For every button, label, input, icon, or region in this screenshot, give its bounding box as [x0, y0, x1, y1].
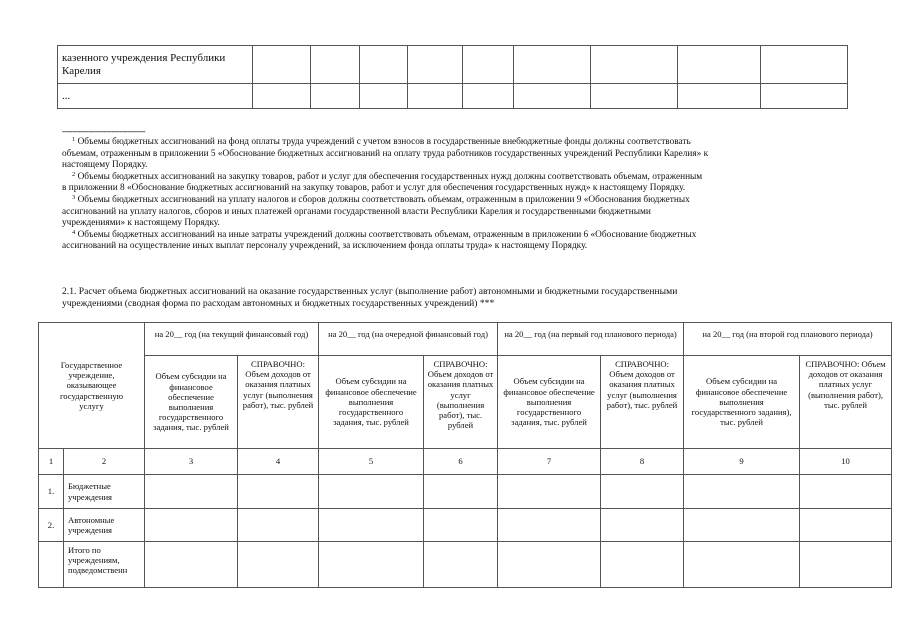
section-title-line: 2.1. Расчет объема бюджетных ассигнований на оказание государственных услуг (выполнение работ) автономными и бюджетными государственными	[62, 286, 678, 297]
subsidy-header: Объем субсидии на финансовое обеспечение выполнения государственного задания, тыс. рублей	[145, 356, 238, 449]
top-cell	[591, 84, 678, 109]
table-row	[39, 509, 892, 542]
table-cell	[498, 475, 601, 509]
header-row-periods	[39, 323, 892, 356]
top-cell	[360, 84, 408, 109]
reference-income-header: СПРАВОЧНО: Объем доходов от оказания платных услуг (выполнения работ), тыс. рублей	[800, 356, 892, 449]
table-cell	[684, 509, 800, 542]
footnote-number: 4	[72, 228, 76, 236]
footnote-number: 3	[72, 193, 76, 201]
column-number: 5	[319, 449, 424, 475]
top-cell	[591, 46, 678, 84]
table-cell	[601, 509, 684, 542]
top-cell	[463, 46, 514, 84]
row-label: Итого по учреждениям, подведомственн	[64, 542, 145, 588]
column-number-row	[39, 449, 892, 475]
top-cell	[408, 84, 463, 109]
table-cell	[238, 475, 319, 509]
top-cell	[678, 46, 761, 84]
top-cell	[253, 46, 311, 84]
table-cell	[601, 475, 684, 509]
table-cell	[319, 475, 424, 509]
table-cell	[319, 509, 424, 542]
table-cell	[424, 509, 498, 542]
reference-income-header: СПРАВОЧНО: Объем доходов от оказания платных услуг (выполнения работ), тыс. рублей	[601, 356, 684, 449]
top-cell	[463, 84, 514, 109]
table-cell	[684, 475, 800, 509]
column-number: 6	[424, 449, 498, 475]
section-title	[62, 286, 847, 310]
table-cell	[601, 542, 684, 588]
header-row-subheaders	[39, 356, 892, 449]
column-number: 8	[601, 449, 684, 475]
top-cell	[360, 46, 408, 84]
period-header: на 20__ год (на текущий финансовый год)	[145, 323, 319, 356]
top-cell	[311, 46, 360, 84]
footnote-number: 1	[72, 136, 76, 143]
column-number: 7	[498, 449, 601, 475]
section-title-line: учреждениями (сводная форма по расходам автономных и бюджетных государственных учреждений) ***	[62, 298, 495, 309]
column-number: 4	[238, 449, 319, 475]
table-row	[39, 475, 892, 509]
top-row-label: ...	[58, 84, 253, 109]
top-row-label: казенного учреждения Республики Карелия	[58, 46, 253, 84]
top-table-row	[58, 46, 848, 84]
row-number: 2.	[39, 509, 64, 542]
table-cell	[424, 542, 498, 588]
footnote-separator: --------------------------------	[62, 127, 146, 137]
table-cell	[238, 542, 319, 588]
top-cell	[514, 84, 591, 109]
top-table-row	[58, 84, 848, 109]
top-cell	[311, 84, 360, 109]
table-row	[39, 542, 892, 588]
top-cell	[514, 46, 591, 84]
top-cell	[678, 84, 761, 109]
footnote-1-line: объемам, отраженным в приложении 5 «Обоснование бюджетных ассигнований на оплату труда работников государственных учреждений Республики Карелия» к	[62, 148, 709, 159]
subsidy-header: Объем субсидии на финансовое обеспечение выполнения государственного задания), тыс. рублей	[684, 356, 800, 449]
period-header: на 20__ год (на первый год планового периода)	[498, 323, 684, 356]
top-cell	[408, 46, 463, 84]
table-cell	[498, 542, 601, 588]
main-table	[38, 322, 892, 588]
period-header: на 20__ год (на очередной финансовый год)	[319, 323, 498, 356]
top-cell	[253, 84, 311, 109]
subsidy-header: Объем субсидии на финансовое обеспечение выполнения государственного задания, тыс. рублей	[498, 356, 601, 449]
top-cell	[761, 84, 848, 109]
subsidy-header: Объем субсидии на финансовое обеспечение выполнения государственного задания, тыс. рублей	[319, 356, 424, 449]
top-table	[57, 45, 848, 109]
footnote-1-line: настоящему Порядку.	[62, 160, 148, 171]
footnote-1-line: $^1$ Объемы бюджетных ассигнований на фонд оплаты труда учреждений с учетом взносов в государственные внебюджетные фонды должны соответствовать	[72, 136, 691, 147]
table-cell	[145, 509, 238, 542]
table-cell	[800, 509, 892, 542]
row-label: Автономные учреждения	[64, 509, 145, 542]
provider-header: Государственное учреждение, оказывающее государственную услугу	[39, 323, 145, 449]
column-number: 2	[64, 449, 145, 475]
table-cell	[145, 542, 238, 588]
table-cell	[145, 475, 238, 509]
table-cell	[800, 475, 892, 509]
table-cell	[800, 542, 892, 588]
table-cell	[684, 542, 800, 588]
reference-income-header: СПРАВОЧНО: Объем доходов от оказания платных услуг (выполнения работ), тыс. рублей	[424, 356, 498, 449]
row-number	[39, 542, 64, 588]
footnote-2-line: $^2$ Объемы бюджетных ассигнований на закупку товаров, работ и услуг для обеспечения государственных нужд должны соответствовать объемам, отраженным	[72, 170, 703, 182]
period-header: на 20__ год (на второй год планового периода)	[684, 323, 892, 356]
footnote-3-line: ассигнований на уплату налогов, сборов и иных платежей органами государственной власти Республики Карелия и государственными бюджетными	[62, 206, 651, 217]
table-cell	[424, 475, 498, 509]
row-label: Бюджетные учреждения	[64, 475, 145, 509]
column-number: 3	[145, 449, 238, 475]
footnote-4-line: $^4$ Объемы бюджетных ассигнований на иные затраты учреждений должны соответствовать объемам, отраженным в приложении 6 «Обоснование бюджетных	[72, 228, 697, 240]
footnote-3-line: $^3$ Объемы бюджетных ассигнований на уплату налогов и сборов должны соответствовать объемам, отраженным в приложении 9 «Обоснования бюджетных	[72, 193, 690, 205]
column-number: 1	[39, 449, 64, 475]
footnote-number: 2	[72, 170, 76, 178]
footnote-4-line: ассигнований на осуществление иных выплат персоналу учреждений, за исключением фонда оплаты труда» к настоящему Порядку.	[62, 241, 588, 252]
column-number: 10	[800, 449, 892, 475]
row-number: 1.	[39, 475, 64, 509]
table-cell	[498, 509, 601, 542]
footnotes	[62, 128, 842, 253]
column-number: 9	[684, 449, 800, 475]
table-cell	[238, 509, 319, 542]
footnote-2-line: в приложении 8 «Обоснование бюджетных ассигнований на закупку товаров, работ и услуг для обеспечения государственных нужд» к настоящему Порядку.	[62, 183, 686, 194]
table-cell	[319, 542, 424, 588]
footnote-3-line: учреждениями» к настоящему Порядку.	[62, 218, 220, 229]
top-cell	[761, 46, 848, 84]
reference-income-header: СПРАВОЧНО: Объем доходов от оказания платных услуг (выполнения работ), тыс. рублей	[238, 356, 319, 449]
